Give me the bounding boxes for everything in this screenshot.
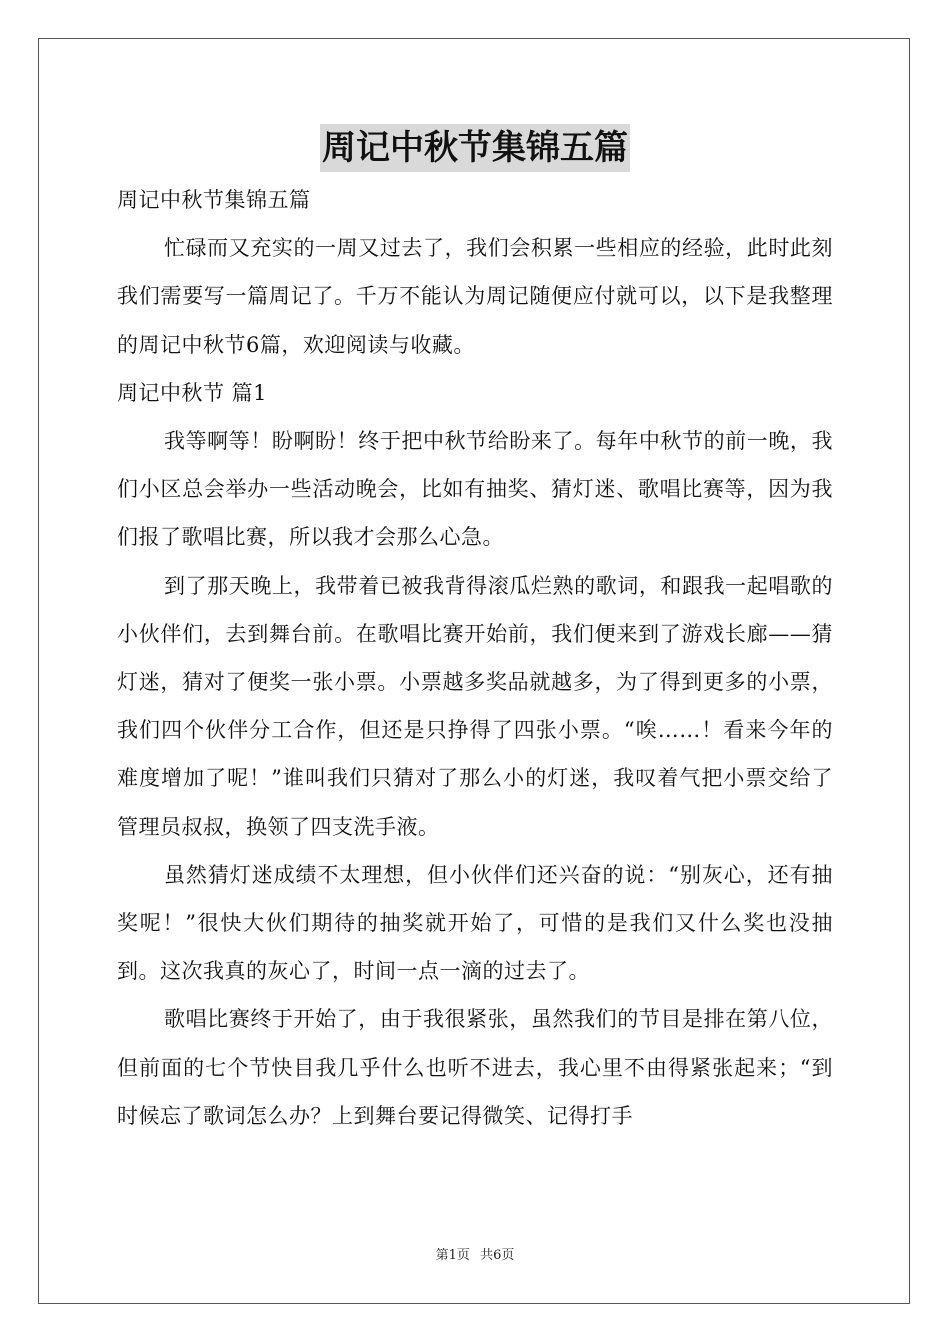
title-container	[0, 124, 950, 172]
page-number: 第1页	[435, 1248, 470, 1263]
total-pages: 共6页	[480, 1248, 515, 1263]
section-heading: 周记中秋节 篇1	[117, 380, 268, 405]
body-paragraph: 虽然猜灯迷成绩不太理想，但小伙伴们还兴奋的说：“别灰心，还有抽奖呢！”很快大伙们期待的抽奖就开始了，可惜的是我们又什么奖也没抽到。这次我真的灰心了，时间一点一滴的过去了。	[117, 862, 833, 984]
document-body	[117, 176, 833, 1140]
body-paragraph: 歌唱比赛终于开始了，由于我很紧张，虽然我们的节目是排在第八位，但前面的七个节快目我几乎什么也听不进去，我心里不由得紧张起来；“到时候忘了歌词怎么办？上到舞台要记得微笑、记得打手	[117, 1007, 833, 1128]
intro-paragraph: 忙碌而又充实的一周又过去了，我们会积累一些相应的经验，此时此刻我们需要写一篇周记了。千万不能认为周记随便应付就可以，以下是我整理的周记中秋节6篇，欢迎阅读与收藏。	[117, 236, 833, 357]
body-paragraph: 到了那天晚上，我带着已被我背得滚瓜烂熟的歌词，和跟我一起唱歌的小伙伴们，去到舞台前。在歌唱比赛开始前，我们便来到了游戏长廊——猜灯迷，猜对了便奖一张小票。小票越多奖品就越多，为了得到更多的小票，我们四个伙伴分工合作，但还是只挣得了四张小票。“唉……！看来今年的难度增加了呢！”谁叫我们只猜对了那么小的灯迷，我叹着气把小票交给了管理员叔叔，换领了四支洗手液。	[117, 573, 833, 839]
page-footer	[0, 1244, 950, 1263]
document-subtitle: 周记中秋节集锦五篇	[117, 188, 311, 212]
document-title: 周记中秋节集锦五篇	[320, 124, 630, 172]
body-paragraph: 我等啊等！盼啊盼！终于把中秋节给盼来了。每年中秋节的前一晚，我们小区总会举办一些活动晚会，比如有抽奖、猜灯迷、歌唱比赛等，因为我们报了歌唱比赛，所以我才会那么心急。	[117, 429, 833, 550]
